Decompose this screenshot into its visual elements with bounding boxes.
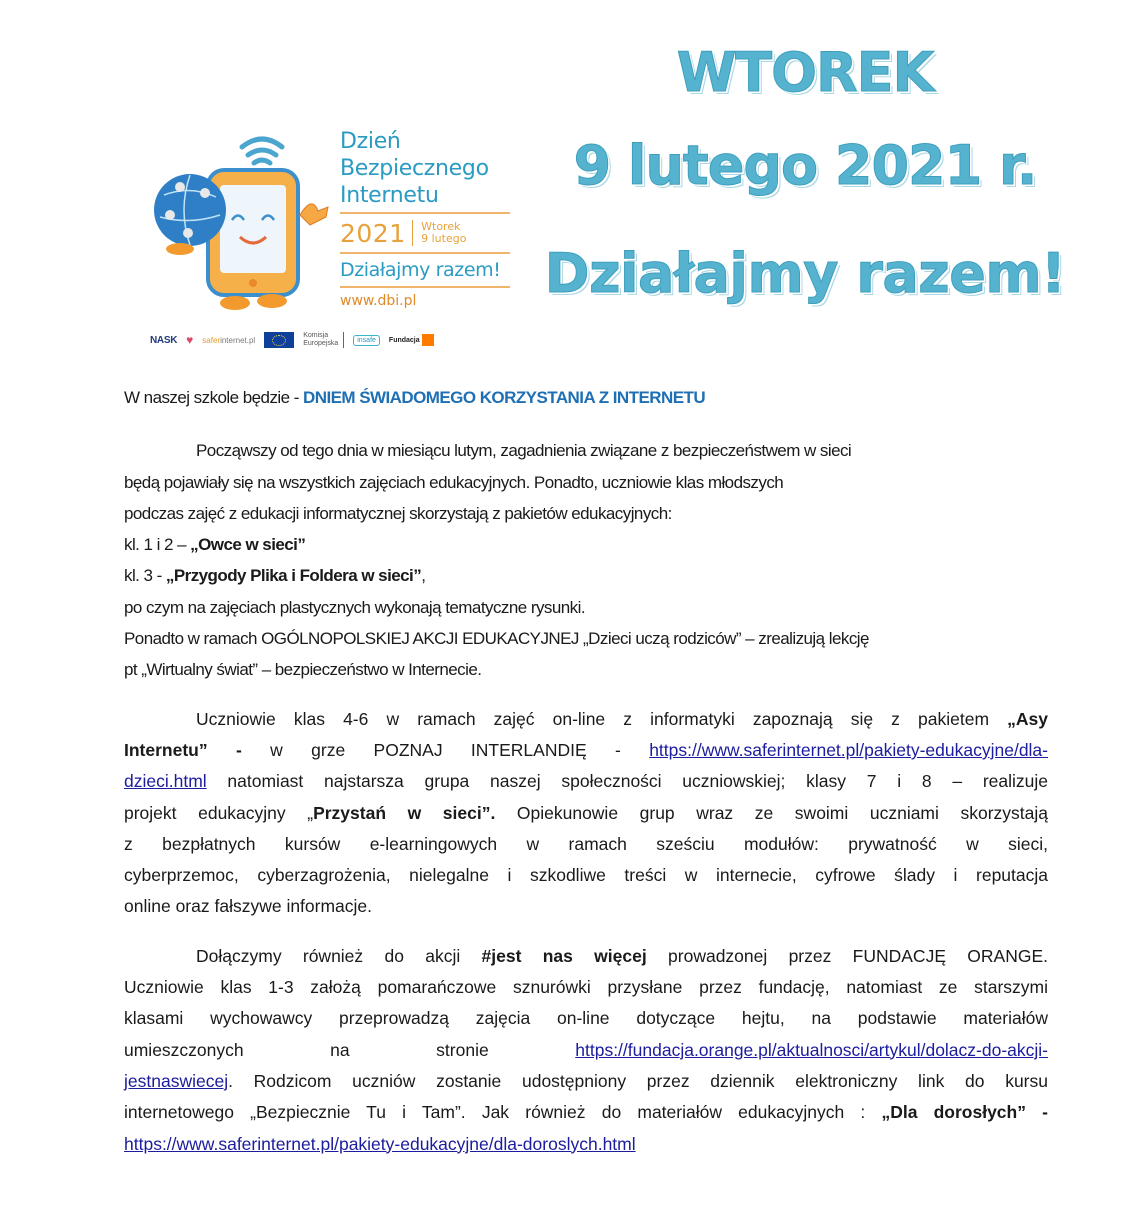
komisja-line-2: Europejska: [303, 340, 339, 347]
logo-title-line-1: Dzień: [340, 129, 401, 154]
p3-line-3: klasami wychowawcy przeprowadzą zajęcia on-line dotyczące hejtu, na podstawie materiałów: [124, 1008, 1048, 1029]
logo-date-weekday: Wtorek: [421, 220, 461, 233]
p2-line-1-text: Uczniowie klas 4-6 w ramach zajęć on-line z informatyki zapoznają się z pakietem: [196, 708, 1008, 729]
p1-line-1: Począwszy od tego dnia w miesiącu lutym, zagadnienia związane z bezpieczeństwem w sieci: [196, 441, 852, 461]
fundacja-orange-link[interactable]: https://fundacja.orange.pl/aktualnosci/artykul/dolacz-do-akcji-: [575, 1039, 1048, 1060]
partner-logos: [150, 325, 520, 355]
przystan-w-sieci-title: Przystań w sieci”.: [313, 802, 496, 823]
saferinternet-dla-doroslych-link[interactable]: https://www.saferinternet.pl/pakiety-edukacyjne/dla-doroslych.html: [124, 1133, 636, 1154]
p3-line-4: [124, 1035, 1048, 1066]
p2-line-4-text: projekt edukacyjny „: [124, 802, 314, 823]
p2-line-6: cyberprzemoc, cyberzagrożenia, nielegalne i szkodliwe treści w internecie, cyfrowe ślady i reputacja: [124, 865, 1048, 886]
komisja-europejska-logo: [303, 332, 344, 348]
tablet-mascot-icon: [150, 125, 330, 315]
p2-line-7: online oraz fałszywe informacje.: [124, 896, 373, 917]
p3-line-7: [124, 1129, 1048, 1160]
p1-line-8: pt „Wirtualny świat” – bezpieczeństwo w Internecie.: [124, 660, 482, 680]
logo-url: www.dbi.pl: [340, 293, 417, 309]
asy-internetu-title-start: „Asy: [1007, 708, 1048, 729]
logo-date-day: 9 lutego: [421, 232, 467, 245]
p3-line-2: Uczniowie klas 1-3 założą pomarańczowe sznurówki przysłane przez fundację, natomiast ze starszymi: [124, 977, 1048, 998]
p2-line-4: [124, 798, 1048, 829]
p1-line-5: [124, 560, 1048, 591]
fundacja-orange-logo: [389, 334, 434, 346]
fundacja-orange-link-cont[interactable]: jestnaswiecej: [124, 1070, 229, 1091]
headline: [535, 38, 1075, 340]
logo-divider: [340, 212, 510, 214]
p2-line-2: [124, 735, 1048, 766]
saferinternet-prefix: safer: [202, 335, 221, 345]
dla-doroslych-title: „Dla dorosłych” -: [881, 1102, 1048, 1123]
intro-line: [124, 382, 1048, 413]
p3-line-6: [124, 1097, 1048, 1128]
fundacja-label: Fundacja: [388, 336, 420, 344]
kids-foundation-logo: ♥: [186, 333, 194, 347]
dbi-logo-text: [340, 128, 510, 309]
p2-line-5: z bezpłatnych kursów e-learningowych w ramach sześciu modułów: prywatność w sieci,: [124, 833, 1048, 854]
logo-date: [421, 221, 466, 245]
paragraph-3: [124, 941, 1048, 1160]
saferinternet-suffix: internet.pl: [220, 335, 256, 345]
p1-line-3: podczas zajęć z edukacji informatycznej skorzystają z pakietów edukacyjnych:: [124, 503, 672, 523]
grade-3-label: kl. 3 -: [124, 566, 166, 586]
p2-line-1: [124, 704, 1048, 735]
insafe-logo: insafe: [353, 335, 380, 346]
logo-title-line-2: Bezpiecznego: [340, 156, 489, 181]
asy-internetu-title-end: Internetu” -: [124, 739, 242, 760]
komisja-line-1: Komisja: [303, 332, 329, 339]
logo-separator: [412, 220, 414, 246]
eu-flag-icon: [264, 332, 294, 348]
logo-slogan: Działajmy razem!: [340, 259, 501, 281]
p3-line-1-text: Dołączymy również do akcji: [196, 945, 482, 966]
paragraph-1: [124, 435, 1048, 685]
p1-line-5-suffix: ,: [421, 566, 426, 586]
p1-line-4: [124, 529, 1048, 560]
headline-date: 9 lutego 2021 r.: [573, 134, 1037, 197]
nask-logo: NASK: [150, 334, 178, 346]
owce-w-sieci-title: „Owce w sieci”: [190, 535, 306, 555]
przygody-plika-title: „Przygody Plika i Foldera w sieci”: [165, 566, 422, 586]
p2-line-3-text: natomiast najstarsza grupa naszej społeczności uczniowskiej; klasy 7 i 8 – realizuje: [206, 771, 1048, 792]
p1-line-6: po czym na zajęciach plastycznych wykonają tematyczne rysunki.: [124, 597, 586, 617]
p2-line-3: [124, 766, 1048, 797]
grade-1-2-label: kl. 1 i 2 –: [124, 535, 191, 555]
p3-line-4-text: umieszczonych na stronie: [124, 1039, 576, 1060]
p3-line-1-suffix: prowadzonej przez FUNDACJĘ ORANGE.: [646, 945, 1048, 966]
saferinternet-logo: [202, 336, 255, 345]
saferinternet-dla-dzieci-link-cont[interactable]: dzieci.html: [124, 771, 207, 792]
p2-line-4-suffix: Opiekunowie grup wraz ze swoimi uczniami skorzystają: [495, 802, 1048, 823]
logo-year: 2021: [340, 218, 406, 248]
p3-line-1: [124, 941, 1048, 972]
headline-slogan: Działajmy razem!: [544, 242, 1066, 305]
p3-line-5-text: . Rodzicom uczniów zostanie udostępniony przez dziennik elektroniczny link do kursu: [228, 1070, 1048, 1091]
jest-nas-wiecej-tag: #jest nas więcej: [481, 945, 647, 966]
saferinternet-dla-dzieci-link[interactable]: https://www.saferinternet.pl/pakiety-edukacyjne/dla-: [649, 739, 1048, 760]
logo-divider: [340, 252, 510, 254]
document-body: [124, 382, 1048, 1160]
paragraph-2: [124, 704, 1048, 923]
p2-line-2-text: w grze POZNAJ INTERLANDIĘ -: [241, 739, 650, 760]
dbi-logo: [145, 120, 520, 360]
p3-line-6-text: internetowego „Bezpiecznie Tu i Tam”. Jak również do materiałów edukacyjnych :: [124, 1102, 882, 1123]
p1-line-7: Ponadto w ramach OGÓLNOPOLSKIEJ AKCJI EDUKACYJNEJ „Dzieci uczą rodziców” – zrealizują lekcję: [124, 629, 869, 649]
logo-divider: [340, 286, 510, 288]
p3-line-5: [124, 1066, 1048, 1097]
p1-line-2: będą pojawiały się na wszystkich zajęciach edukacyjnych. Ponadto, uczniowie klas młodszych: [124, 472, 784, 492]
intro-prefix: W naszej szkole będzie -: [124, 388, 303, 407]
logo-year-row: [340, 217, 510, 249]
orange-square-icon: [422, 334, 434, 346]
headline-weekday: WTOREK: [676, 41, 934, 104]
logo-title-line-3: Internetu: [340, 183, 439, 208]
intro-highlight: DNIEM ŚWIADOMEGO KORZYSTANIA Z INTERNETU: [303, 388, 706, 407]
